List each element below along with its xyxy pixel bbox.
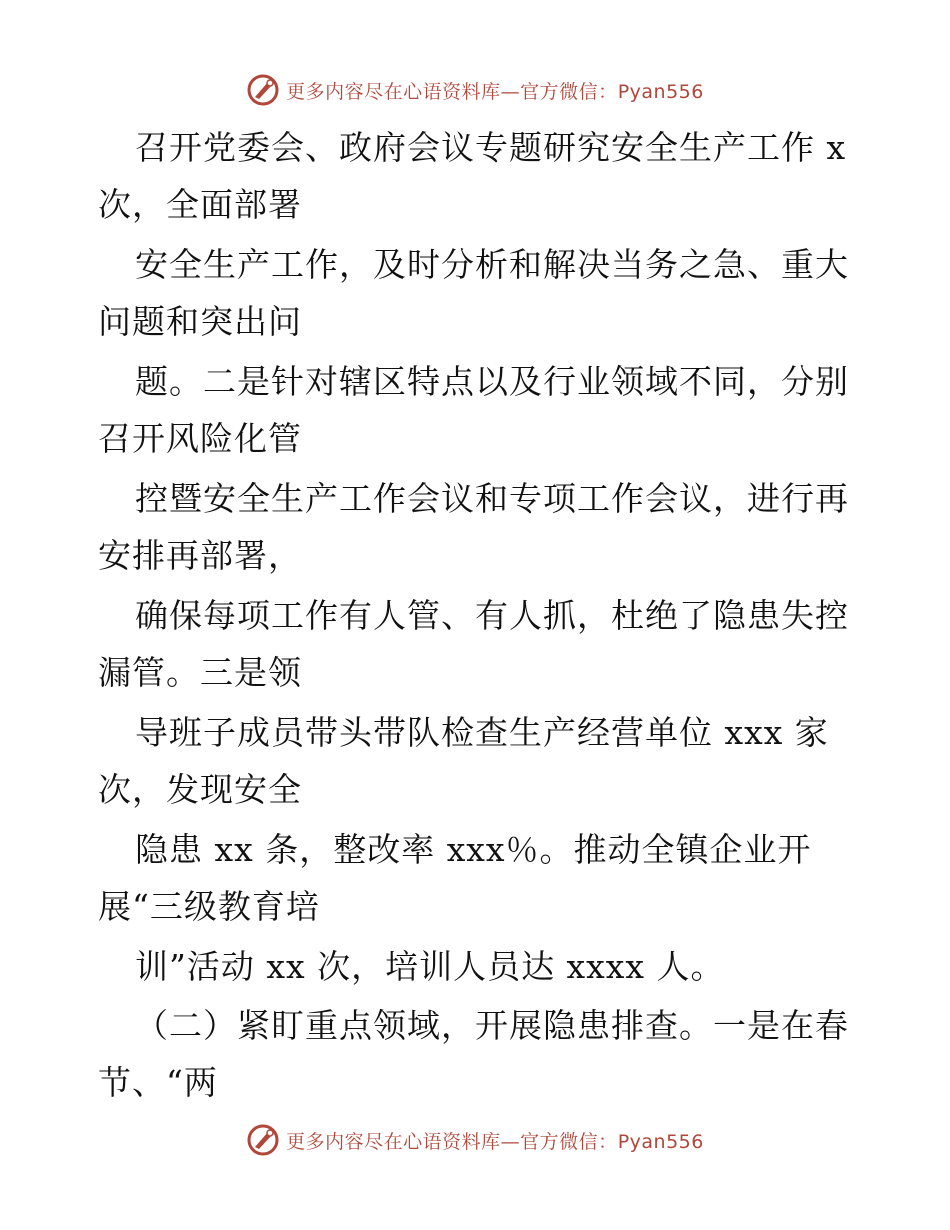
text-line: 次，发现安全: [98, 770, 302, 809]
text-line: 确保每项工作有人管、有人抓，杜绝了隐患失控: [135, 596, 849, 635]
text-line: 导班子成员带头带队检查生产经营单位 xxx 家: [135, 713, 829, 752]
brush-circle-logo-icon: [246, 1123, 280, 1157]
banner-separator: —: [500, 1130, 521, 1153]
text-line: 漏管。三是领: [98, 653, 302, 692]
text-line: 安排再部署，: [98, 536, 302, 575]
banner-text: [286, 77, 704, 104]
banner-wx-label: 官方微信：: [520, 80, 618, 103]
banner-main-text: 更多内容尽在心语资料库: [286, 1130, 501, 1153]
footer-banner: [0, 1120, 950, 1160]
banner-separator: —: [500, 80, 521, 103]
header-banner: [0, 70, 950, 110]
text-line: 控暨安全生产工作会议和专项工作会议，进行再: [135, 479, 849, 518]
banner-main-text: 更多内容尽在心语资料库: [286, 80, 501, 103]
banner-wx-id: Pyan556: [617, 80, 704, 103]
text-line: 题。二是针对辖区特点以及行业领域不同，分别: [135, 362, 849, 401]
banner-wx-id: Pyan556: [617, 1130, 704, 1153]
text-line: 节、“两: [98, 1063, 218, 1102]
brush-circle-logo-icon: [246, 73, 280, 107]
text-line: 召开党委会、政府会议专题研究安全生产工作 x: [135, 128, 847, 167]
banner-wx-label: 官方微信：: [520, 1130, 618, 1153]
text-line: 展“三级教育培: [98, 887, 320, 926]
text-line: 安全生产工作，及时分析和解决当务之急、重大: [135, 245, 849, 284]
text-line: 次，全面部署: [98, 185, 302, 224]
text-line: （二）紧盯重点领域，开展隐患排查。一是在春: [135, 1006, 849, 1045]
text-line: 训”活动 xx 次，培训人员达 xxxx 人。: [135, 947, 725, 986]
text-line: 召开风险化管: [98, 419, 302, 458]
text-line: 问题和突出问: [98, 302, 302, 341]
text-line: 隐患 xx 条，整改率 xxx％。推动全镇企业开: [135, 830, 812, 869]
banner-text: [286, 1127, 704, 1154]
